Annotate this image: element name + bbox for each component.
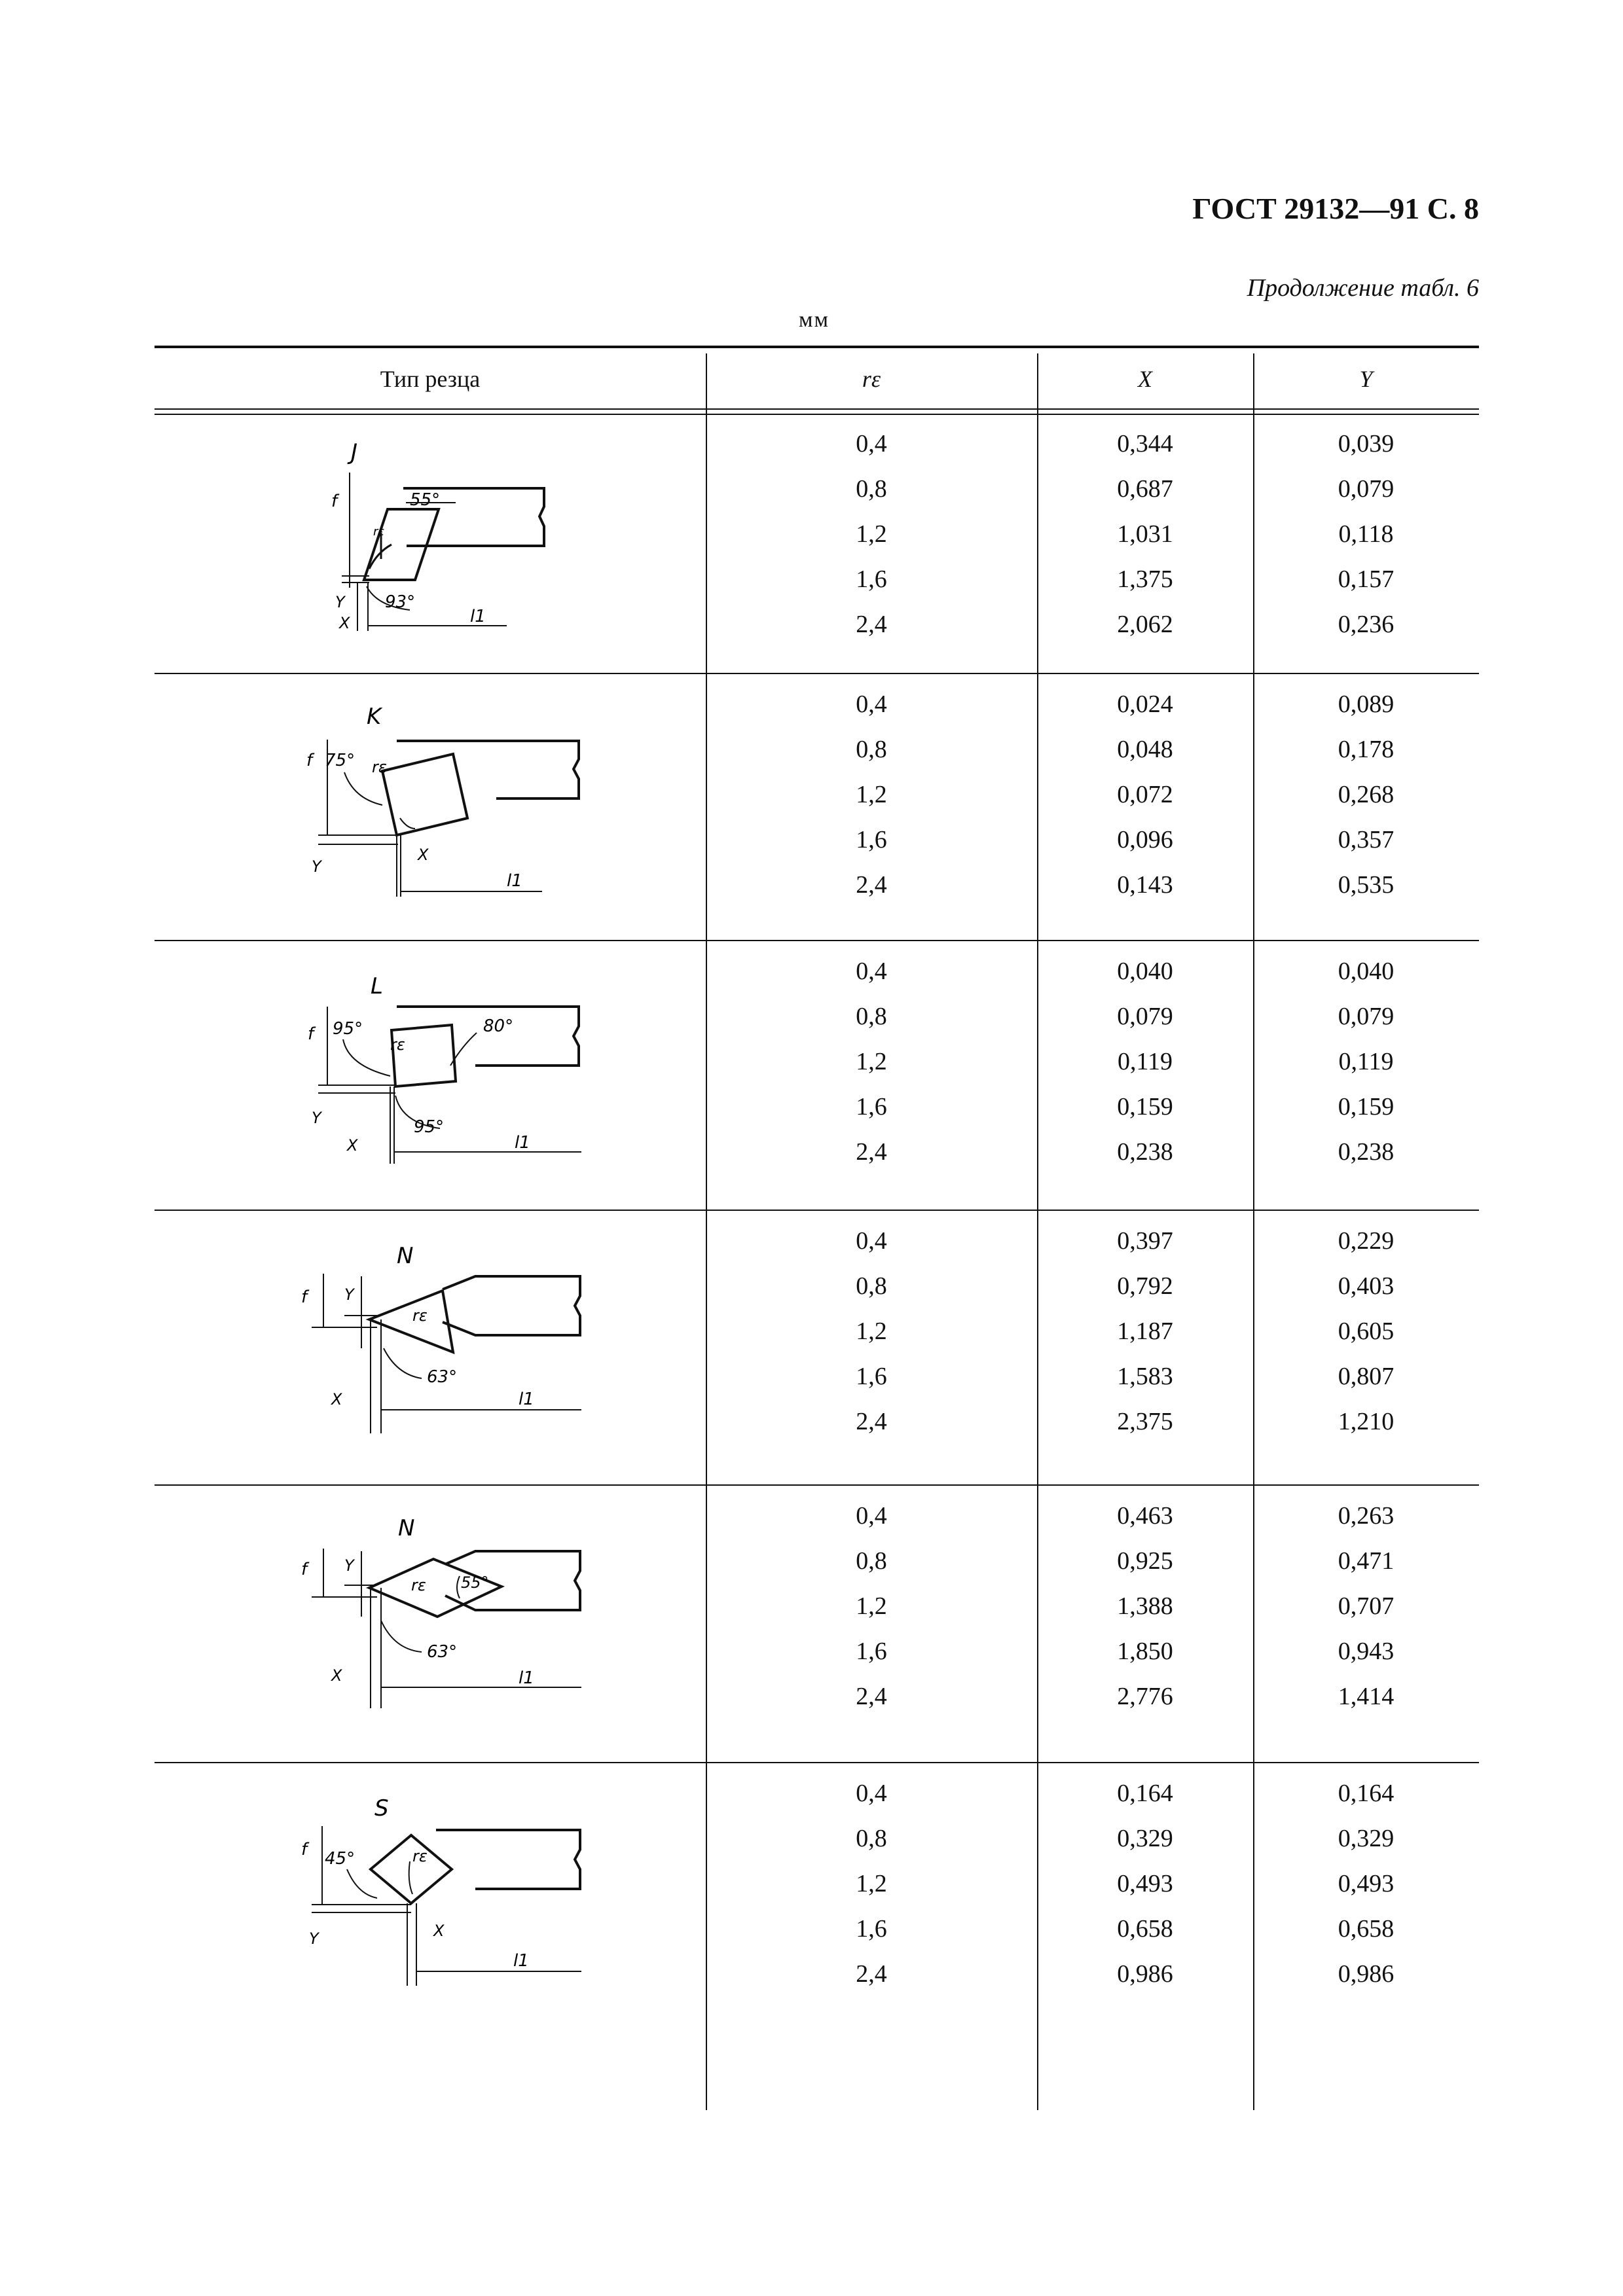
angle-label: 55° bbox=[410, 490, 441, 510]
cell-r-eps: 0,4 bbox=[856, 1502, 887, 1530]
cell-x: 0,096 bbox=[1117, 826, 1173, 853]
cell-y: 1,414 bbox=[1338, 1683, 1395, 1710]
type-label: N bbox=[398, 1515, 415, 1541]
angle-label: 93° bbox=[385, 592, 416, 612]
cell-r-eps: 1,6 bbox=[856, 826, 887, 853]
cell-r-eps: 0,8 bbox=[856, 1003, 887, 1030]
document-title: ГОСТ 29132—91 С. 8 bbox=[1192, 192, 1479, 225]
cell-y: 0,493 bbox=[1338, 1870, 1395, 1897]
cutter-diagram-l bbox=[299, 967, 587, 1167]
cell-r-eps: 0,4 bbox=[856, 1227, 887, 1255]
cutter-diagram-n-triangle bbox=[299, 1237, 587, 1437]
dimension-l1: l1 bbox=[513, 1951, 529, 1971]
cell-x: 0,329 bbox=[1117, 1825, 1173, 1852]
cell-r-eps: 2,4 bbox=[856, 1138, 887, 1166]
dimension-x: X bbox=[347, 1136, 358, 1155]
cutter-s-svg bbox=[299, 1789, 587, 1986]
radius-label: rε bbox=[373, 525, 385, 539]
cell-y: 0,329 bbox=[1338, 1825, 1395, 1852]
cell-y: 0,089 bbox=[1338, 691, 1395, 718]
cell-y: 0,357 bbox=[1338, 826, 1395, 853]
cutter-diagram-s bbox=[299, 1789, 587, 1989]
angle-label: 95° bbox=[333, 1019, 363, 1039]
cell-x: 0,119 bbox=[1117, 1048, 1173, 1075]
table-group-l bbox=[155, 941, 1479, 1210]
header-rule bbox=[155, 408, 1479, 410]
cell-x: 0,040 bbox=[1117, 958, 1173, 985]
radius-label: rε bbox=[411, 1576, 426, 1594]
cell-x: 1,583 bbox=[1117, 1363, 1173, 1390]
dimension-x: X bbox=[339, 614, 350, 632]
dimension-l1: l1 bbox=[519, 1390, 534, 1409]
cell-x: 2,062 bbox=[1117, 611, 1173, 638]
cell-x: 1,031 bbox=[1117, 520, 1173, 548]
cell-y: 0,236 bbox=[1338, 611, 1395, 638]
radius-label: rε bbox=[372, 758, 387, 776]
column-header-type: Тип резца bbox=[380, 366, 481, 392]
cell-y: 0,079 bbox=[1338, 1003, 1395, 1030]
units-label: мм bbox=[799, 308, 830, 332]
dimension-x: X bbox=[433, 1922, 445, 1940]
cell-y: 0,535 bbox=[1338, 871, 1395, 899]
cell-x: 0,344 bbox=[1117, 430, 1173, 457]
cell-x: 0,048 bbox=[1117, 736, 1173, 763]
cutter-k-svg bbox=[299, 700, 587, 897]
cell-x: 2,776 bbox=[1117, 1683, 1173, 1710]
cell-r-eps: 1,6 bbox=[856, 1915, 887, 1943]
cell-r-eps: 1,2 bbox=[856, 1870, 887, 1897]
cell-r-eps: 0,8 bbox=[856, 736, 887, 763]
column-header-x: X bbox=[1138, 366, 1152, 392]
cell-y: 0,229 bbox=[1338, 1227, 1395, 1255]
dimension-f: f bbox=[331, 492, 338, 511]
cell-y: 0,268 bbox=[1338, 781, 1395, 808]
cutter-diagram-k bbox=[299, 700, 587, 900]
cutter-n-triangle-svg bbox=[299, 1237, 587, 1433]
dimension-f: f bbox=[301, 1560, 308, 1579]
cell-y: 0,164 bbox=[1338, 1780, 1395, 1807]
cutter-diagram-n-rhombus bbox=[299, 1512, 587, 1712]
dimension-l1: l1 bbox=[470, 607, 486, 626]
dimension-x: X bbox=[418, 846, 429, 864]
radius-label: rε bbox=[390, 1035, 405, 1054]
table-group-s bbox=[155, 1763, 1479, 2110]
cell-x: 0,079 bbox=[1117, 1003, 1173, 1030]
cell-y: 0,119 bbox=[1338, 1048, 1394, 1075]
dimension-l1: l1 bbox=[515, 1133, 530, 1153]
angle-label: 63° bbox=[427, 1367, 458, 1387]
column-header-y: Y bbox=[1359, 366, 1373, 392]
angle-label: 63° bbox=[427, 1642, 458, 1662]
cell-r-eps: 2,4 bbox=[856, 1960, 887, 1988]
cell-r-eps: 1,6 bbox=[856, 1093, 887, 1121]
cell-y: 0,943 bbox=[1338, 1638, 1395, 1665]
cell-r-eps: 2,4 bbox=[856, 611, 887, 638]
dimension-l1: l1 bbox=[519, 1668, 534, 1688]
cell-x: 0,925 bbox=[1117, 1547, 1173, 1575]
table-continuation-label: Продолжение табл. 6 bbox=[1247, 274, 1479, 302]
table-group-n-rhombus bbox=[155, 1486, 1479, 1762]
cell-r-eps: 0,4 bbox=[856, 958, 887, 985]
cutter-j-svg bbox=[299, 435, 574, 631]
cell-x: 0,493 bbox=[1117, 1870, 1173, 1897]
cell-r-eps: 1,6 bbox=[856, 1638, 887, 1665]
dimension-y: Y bbox=[344, 1556, 354, 1575]
cell-y: 0,263 bbox=[1338, 1502, 1395, 1530]
cell-y: 1,210 bbox=[1338, 1408, 1395, 1435]
cutter-n-rhombus-svg bbox=[299, 1512, 587, 1708]
cell-r-eps: 1,2 bbox=[856, 520, 887, 548]
table-group-k bbox=[155, 674, 1479, 940]
cutter-l-svg bbox=[299, 967, 587, 1164]
dimension-y: Y bbox=[344, 1285, 354, 1304]
radius-label: rε bbox=[412, 1306, 428, 1325]
cell-r-eps: 1,2 bbox=[856, 1048, 887, 1075]
cell-x: 0,072 bbox=[1117, 781, 1173, 808]
cell-r-eps: 2,4 bbox=[856, 871, 887, 899]
cell-y: 0,707 bbox=[1338, 1592, 1395, 1620]
dimension-y: Y bbox=[309, 1929, 319, 1948]
cell-r-eps: 1,2 bbox=[856, 1318, 887, 1345]
cell-r-eps: 1,2 bbox=[856, 1592, 887, 1620]
dimension-x: X bbox=[331, 1666, 342, 1685]
cell-x: 1,850 bbox=[1117, 1638, 1173, 1665]
cell-x: 0,463 bbox=[1117, 1502, 1173, 1530]
type-label: K bbox=[367, 704, 382, 730]
cell-x: 0,792 bbox=[1117, 1272, 1173, 1300]
angle-label: 80° bbox=[483, 1016, 514, 1036]
cell-r-eps: 2,4 bbox=[856, 1408, 887, 1435]
cell-r-eps: 1,2 bbox=[856, 781, 887, 808]
cell-r-eps: 1,6 bbox=[856, 1363, 887, 1390]
cell-y: 0,403 bbox=[1338, 1272, 1395, 1300]
cell-y: 0,079 bbox=[1338, 475, 1395, 503]
type-label: N bbox=[397, 1243, 414, 1269]
cell-r-eps: 1,6 bbox=[856, 565, 887, 593]
dimension-l1: l1 bbox=[507, 871, 522, 891]
cell-x: 0,143 bbox=[1117, 871, 1173, 899]
cell-x: 2,375 bbox=[1117, 1408, 1173, 1435]
cell-y: 0,658 bbox=[1338, 1915, 1395, 1943]
cell-x: 1,388 bbox=[1117, 1592, 1173, 1620]
cell-y: 0,040 bbox=[1338, 958, 1395, 985]
radius-label: rε bbox=[412, 1847, 428, 1865]
type-label: L bbox=[371, 973, 383, 999]
angle-label: 95° bbox=[414, 1117, 445, 1137]
cell-x: 0,164 bbox=[1117, 1780, 1173, 1807]
table-top-rule bbox=[155, 346, 1479, 348]
cell-r-eps: 0,8 bbox=[856, 1547, 887, 1575]
cell-r-eps: 0,4 bbox=[856, 430, 887, 457]
cell-x: 0,986 bbox=[1117, 1960, 1173, 1988]
dimension-f: f bbox=[301, 1840, 308, 1859]
cell-y: 0,471 bbox=[1338, 1547, 1395, 1575]
cell-x: 0,658 bbox=[1117, 1915, 1173, 1943]
table-group-j bbox=[155, 415, 1479, 673]
cell-x: 0,159 bbox=[1117, 1093, 1173, 1121]
cell-y: 0,157 bbox=[1338, 565, 1395, 593]
cell-y: 0,039 bbox=[1338, 430, 1395, 457]
angle-label: 45° bbox=[325, 1849, 356, 1869]
dimension-f: f bbox=[306, 751, 313, 770]
cell-y: 0,986 bbox=[1338, 1960, 1395, 1988]
cell-x: 1,375 bbox=[1117, 565, 1173, 593]
table-group-n-triangle bbox=[155, 1211, 1479, 1484]
angle-label: 55° bbox=[461, 1573, 489, 1592]
cell-y: 0,118 bbox=[1338, 520, 1394, 548]
cell-r-eps: 0,8 bbox=[856, 1272, 887, 1300]
cell-x: 0,024 bbox=[1117, 691, 1173, 718]
cell-x: 0,397 bbox=[1117, 1227, 1173, 1255]
dimension-y: Y bbox=[335, 593, 345, 611]
cell-r-eps: 0,8 bbox=[856, 475, 887, 503]
cell-y: 0,178 bbox=[1338, 736, 1395, 763]
dimension-f: f bbox=[308, 1024, 314, 1044]
cell-y: 0,159 bbox=[1338, 1093, 1395, 1121]
cell-y: 0,807 bbox=[1338, 1363, 1395, 1390]
dimension-f: f bbox=[301, 1287, 308, 1307]
cell-x: 0,238 bbox=[1117, 1138, 1173, 1166]
cell-x: 1,187 bbox=[1117, 1318, 1173, 1345]
cell-y: 0,238 bbox=[1338, 1138, 1395, 1166]
cell-r-eps: 0,8 bbox=[856, 1825, 887, 1852]
cell-r-eps: 0,4 bbox=[856, 691, 887, 718]
angle-label: 75° bbox=[325, 751, 356, 770]
cell-r-eps: 0,4 bbox=[856, 1780, 887, 1807]
cell-x: 0,687 bbox=[1117, 475, 1173, 503]
type-label: S bbox=[374, 1795, 389, 1821]
cutter-diagram-j bbox=[299, 435, 574, 634]
dimension-y: Y bbox=[312, 1109, 321, 1127]
column-header-r-eps: rε bbox=[862, 366, 881, 392]
cell-r-eps: 2,4 bbox=[856, 1683, 887, 1710]
type-label: J bbox=[351, 439, 358, 465]
dimensions-table bbox=[155, 346, 1479, 2113]
cell-y: 0,605 bbox=[1338, 1318, 1395, 1345]
dimension-y: Y bbox=[312, 857, 321, 876]
dimension-x: X bbox=[331, 1390, 342, 1408]
